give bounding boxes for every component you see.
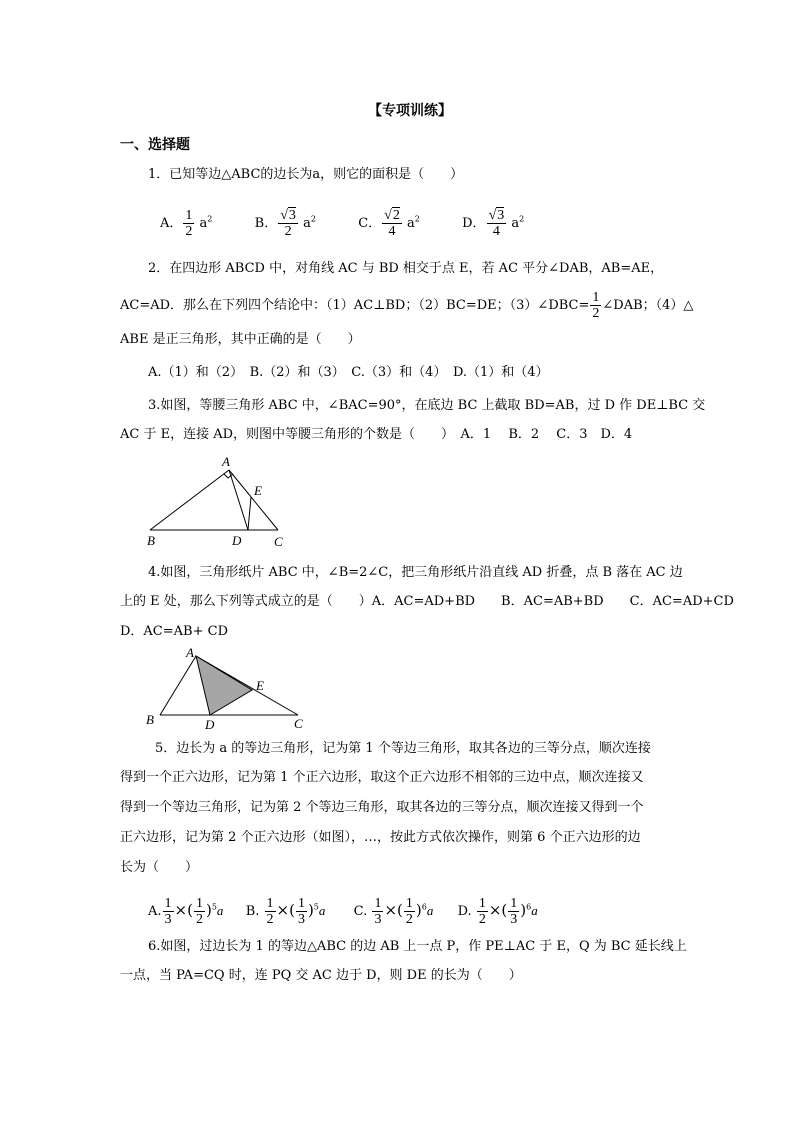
- q3-segment-ad: [229, 470, 248, 530]
- q1-options: [160, 200, 524, 242]
- q1-option-c: C． $\frac{√2}{4}$ $a^2$: [358, 208, 420, 240]
- q5-options: [148, 890, 538, 928]
- q3-label-a: A: [222, 454, 230, 469]
- q5-option-a: A. $\frac{1}{3}$ ×( $\frac{1}{2}$ )$^5$a: [148, 896, 224, 928]
- q5-line2: 得到一个正六边形，记为第 1 个正六边形，取这个正六边形不相邻的三边中点，顺次连接又: [120, 770, 644, 785]
- q3-line1: 3.如图，等腰三角形 ABC 中，∠BAC=90°，在底边 BC 上截取 BD=AB，过 D 作 DE⊥BC 交: [148, 398, 706, 413]
- q4-folded-region: [196, 656, 252, 715]
- q2-options: A.（1）和（2） B.（2）和（3） C.（3）和（4） D.（1）和（4）: [148, 365, 549, 380]
- q5-line3: 得到一个等边三角形，记为第 2 个等边三角形，取其各边的三等分点，顺次连接又得到一个: [120, 800, 644, 815]
- q4-line1: 4.如图，三角形纸片 ABC 中，∠B=2∠C，把三角形纸片沿直线 AD 折叠，点 B 落在 AC 边: [148, 565, 683, 580]
- section-heading: 一、选择题: [120, 137, 190, 153]
- q3-side-ac: [229, 470, 278, 530]
- q4-label-e: E: [256, 678, 264, 693]
- page-title: 【专项训练】: [368, 103, 452, 119]
- q2-line3: ABE 是正三角形，其中正确的是（ ）: [120, 332, 361, 347]
- q4-line3: D．AC=AB+ CD: [120, 624, 228, 639]
- q4-label-d: D: [205, 717, 215, 732]
- q4-side-ab: [160, 656, 196, 715]
- q5-line5: 长为（ ）: [120, 860, 199, 875]
- q3-side-ba: [150, 470, 229, 530]
- q6-line1: 6.如图，过边长为 1 的等边△ABC 的边 AB 上一点 P，作 PE⊥AC 于 E，Q 为 BC 延长线上: [148, 939, 687, 954]
- q3-right-angle-mark: [224, 474, 233, 478]
- q4-label-b: B: [146, 712, 154, 727]
- q5-option-b: B. $\frac{1}{2}$ ×( $\frac{1}{3}$ )$^5$a: [245, 896, 326, 928]
- q3-label-b: B: [147, 533, 155, 548]
- q1-option-d: D． $\frac{√3}{4}$ $a^2$: [462, 208, 525, 240]
- q6-line2: 一点，当 PA=CQ 时，连 PQ 交 AC 边于 D，则 DE 的长为（ ）: [120, 968, 522, 983]
- q3-line2: AC 于 E，连接 AD，则图中等腰三角形的个数是（ ） A．1 B．2 C．3 D．4: [120, 427, 633, 442]
- q4-line2: 上的 E 处，那么下列等式成立的是（ ）A．AC=AD+BD B．AC=AB+BD C．AC=AD+CD: [120, 594, 734, 609]
- q5-line1: 5．边长为 a 的等边三角形，记为第 1 个等边三角形，取其各边的三等分点，顺次连接: [155, 741, 651, 756]
- q2-line1: 2．在四边形 ABCD 中，对角线 AC 与 BD 相交于点 E，若 AC 平分∠DAB，AB=AE，: [148, 261, 664, 276]
- q3-label-c: C: [274, 534, 283, 549]
- q2-line2: AC=AD．那么在下列四个结论中：（1）AC⊥BD；（2）BC=DE；（3）∠DBC= $\frac{1}{2}$ ∠DAB；（4）△: [120, 290, 694, 321]
- q3-label-d: D: [232, 533, 242, 548]
- q1-option-a: A． $\frac{1}{2}$ $a^2$: [160, 208, 213, 240]
- q5-option-c: C. $\frac{1}{3}$ ×( $\frac{1}{2}$ )$^6$a: [353, 896, 434, 928]
- q5-line4: 正六边形，记为第 2 个正六边形（如图），…，按此方式依次操作，则第 6 个正六边形的边: [120, 830, 641, 845]
- q3-segment-de: [248, 497, 251, 530]
- q1-stem: 1．已知等边△ABC的边长为a，则它的面积是（ ）: [148, 167, 464, 182]
- q4-side-ac: [196, 656, 298, 715]
- q3-label-e: E: [254, 483, 262, 498]
- q4-label-c: C: [294, 716, 303, 731]
- q5-option-d: D. $\frac{1}{2}$ ×( $\frac{1}{3}$ )$^6$a: [457, 896, 538, 928]
- q4-label-a: A: [186, 645, 194, 660]
- q1-option-b: B． $\frac{√3}{2}$ $a^2$: [254, 208, 316, 240]
